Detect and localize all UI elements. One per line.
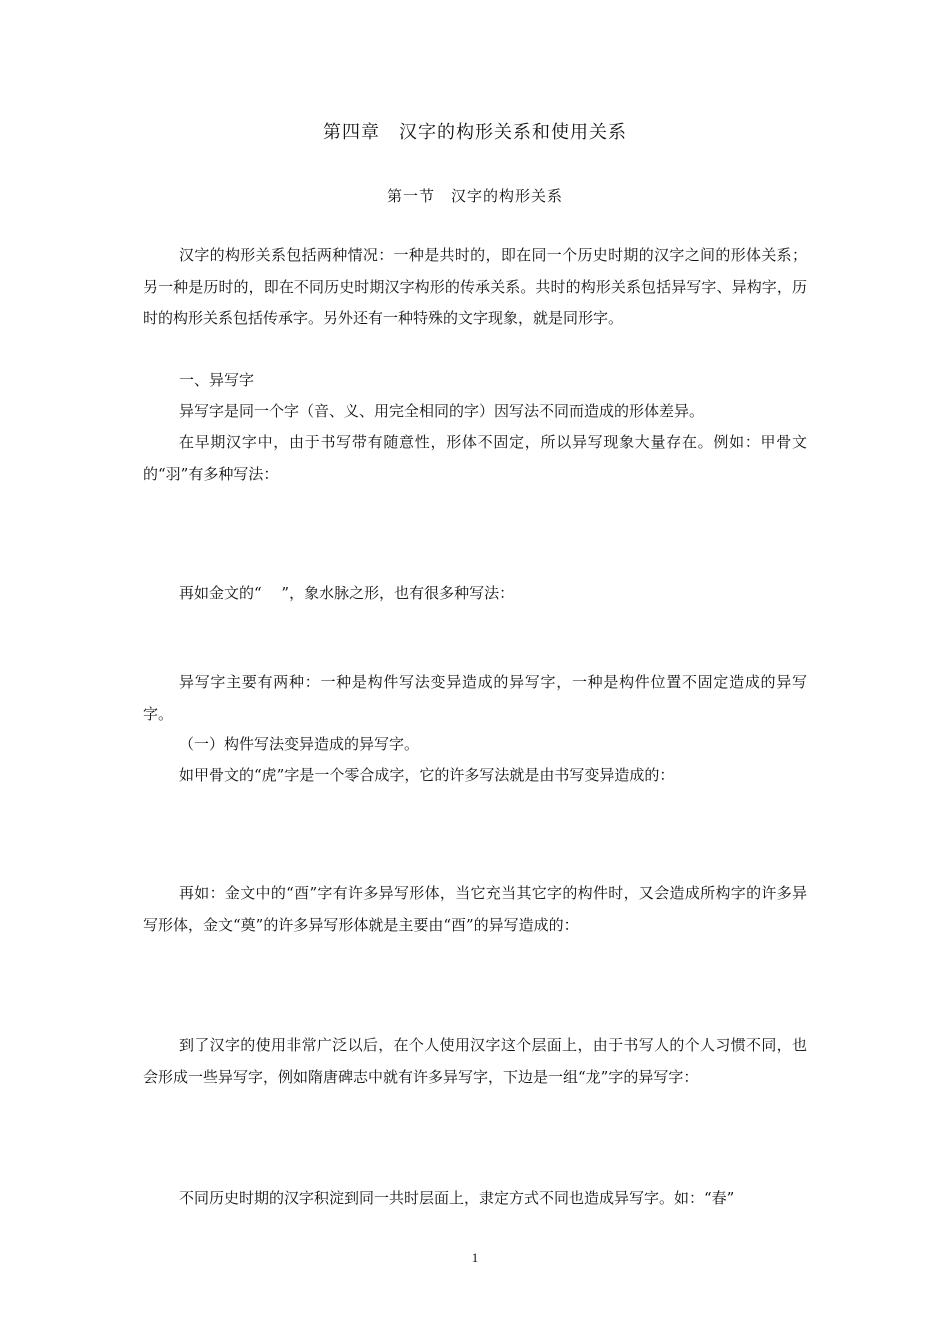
paragraph-two-types: 异写字主要有两种：一种是构件写法变异造成的异写字，一种是构件位置不固定造成的异写字。: [143, 673, 807, 723]
heading-component-variation: （一）构件写法变异造成的异写字。: [179, 735, 420, 753]
paragraph-tiger-example: 如甲骨文的“虎”字是一个零合成字，它的许多写法就是由书写变异造成的：: [179, 766, 675, 784]
paragraph-long-example: 到了汉字的使用非常广泛以后，在个人使用汉字这个层面上，由于书写人的个人习惯不同，也会形成一些异写字，例如隋唐碑志中就有许多异写字，下边是一组“龙”字的异写字：: [143, 1036, 807, 1086]
paragraph-definition: 异写字是同一个字（音、义、用完全相同的字）因写法不同而造成的形体差异。: [179, 402, 705, 420]
section-title: 第一节 汉字的构形关系: [386, 187, 563, 205]
paragraph-early-characters: 在早期汉字中，由于书写带有随意性，形体不固定，所以异写现象大量存在。例如：甲骨文的“羽”有多种写法：: [143, 433, 807, 483]
page-number: 1: [471, 1250, 479, 1265]
chapter-title: 第四章 汉字的构形关系和使用关系: [323, 122, 627, 143]
heading-yixiezi: 一、异写字: [179, 371, 255, 389]
paragraph-jinwen-example: 再如金文的“ ”，象水脉之形，也有很多种写法：: [179, 584, 515, 602]
paragraph-intro: 汉字的构形关系包括两种情况：一种是共时的，即在同一个历史时期的汉字之间的形体关系；另一种是历时的，即在不同历史时期汉字构形的传承关系。共时的构形关系包括异写字、异构字，历时的构形关系包括传承字。另外还有一种特殊的文字现象，就是同形字。: [143, 246, 807, 327]
paragraph-lishu-example: 不同历史时期的汉字积淀到同一共时层面上，隶定方式不同也造成异写字。如：“春”: [179, 1189, 735, 1207]
paragraph-you-example: 再如：金文中的“酉”字有许多异写形体，当它充当其它字的构件时，又会造成所构字的许多异写形体，金文“奠”的许多异写形体就是主要由“酉”的异写造成的：: [143, 884, 807, 934]
